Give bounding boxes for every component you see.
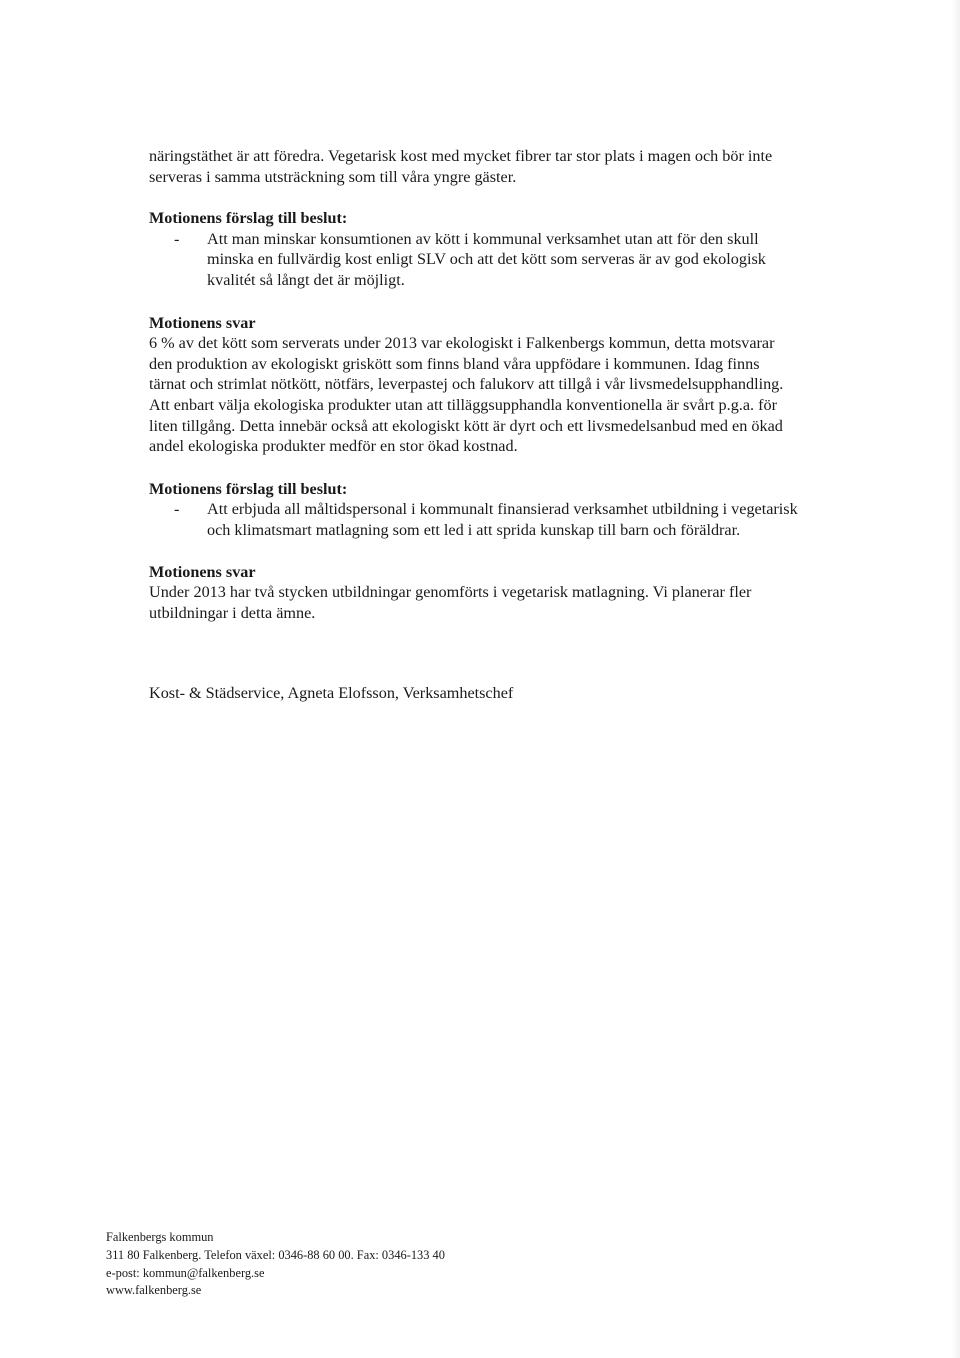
bullet-line: kvalitét så långt det är möjligt.: [207, 270, 405, 289]
proposal-heading: Motionens förslag till beslut:: [149, 479, 348, 498]
answer-section-2: [149, 562, 864, 624]
answer-line: Under 2013 har två stycken utbildningar genomförts i vegetarisk matlagning. Vi planerar fler: [149, 583, 752, 602]
answer-line: liten tillgång. Detta innebär också att ekologiskt kött är dyrt och ett livsmedelsanbud med en ökad: [149, 416, 783, 435]
document-body: [149, 146, 864, 623]
bullet-line: Att erbjuda all måltidspersonal i kommunalt finansierad verksamhet utbildning i vegetarisk: [207, 500, 798, 519]
proposal-bullet: [149, 499, 864, 540]
answer-heading: Motionens svar: [149, 562, 256, 581]
proposal-heading: Motionens förslag till beslut:: [149, 209, 348, 228]
footer-website: www.falkenberg.se: [106, 1283, 202, 1298]
signature-line: Kost- & Städservice, Agneta Elofsson, Verksamhetschef: [149, 684, 514, 702]
footer-org: Falkenbergs kommun: [106, 1230, 214, 1244]
intro-line: serveras i samma utsträckning som till våra yngre gäster.: [149, 167, 517, 186]
intro-line: näringstäthet är att föredra. Vegetarisk kost med mycket fibrer tar stor plats i magen och bör inte: [149, 147, 773, 165]
bullet-line: och klimatsmart matlagning som ett led i att sprida kunskap till barn och föräldrar.: [207, 520, 741, 539]
proposal-section-2: [149, 479, 864, 541]
footer-address: 311 80 Falkenberg. Telefon växel: 0346-88 60 00. Fax: 0346-133 40: [106, 1247, 445, 1262]
proposal-bullet: [149, 229, 864, 291]
answer-line: utbildningar i detta ämne.: [149, 603, 316, 622]
answer-heading: Motionens svar: [149, 313, 256, 332]
answer-line: den produktion av ekologiskt griskött som finns bland våra uppfödare i kommunen. Idag finns: [149, 354, 760, 373]
bullet-dash: -: [174, 229, 180, 248]
footer-email: e-post: kommun@falkenberg.se: [106, 1265, 265, 1280]
answer-section-1: [149, 313, 864, 457]
bullet-dash: -: [174, 500, 180, 519]
answer-line: andel ekologiska produkter medför en stor ökad kostnad.: [149, 437, 518, 456]
proposal-section-1: [149, 208, 864, 290]
answer-line: tärnat och strimlat nötkött, nötfärs, leverpastej och falukorv att tillgå i vår livsmedelsupphandling.: [149, 375, 784, 394]
page-edge-shadow: [952, 0, 960, 1358]
footer-contact: [106, 1229, 445, 1300]
bullet-line: Att man minskar konsumtionen av kött i kommunal verksamhet utan att för den skull: [207, 229, 759, 248]
answer-line: Att enbart välja ekologiska produkter utan att tilläggsupphandla konventionella är svårt p.g.a. för: [149, 395, 777, 414]
intro-paragraph: [149, 146, 864, 187]
bullet-line: minska en fullvärdig kost enligt SLV och att det kött som serveras är av god ekologisk: [207, 250, 766, 269]
answer-line: 6 % av det kött som serverats under 2013 var ekologiskt i Falkenbergs kommun, detta motsvarar: [149, 334, 775, 353]
